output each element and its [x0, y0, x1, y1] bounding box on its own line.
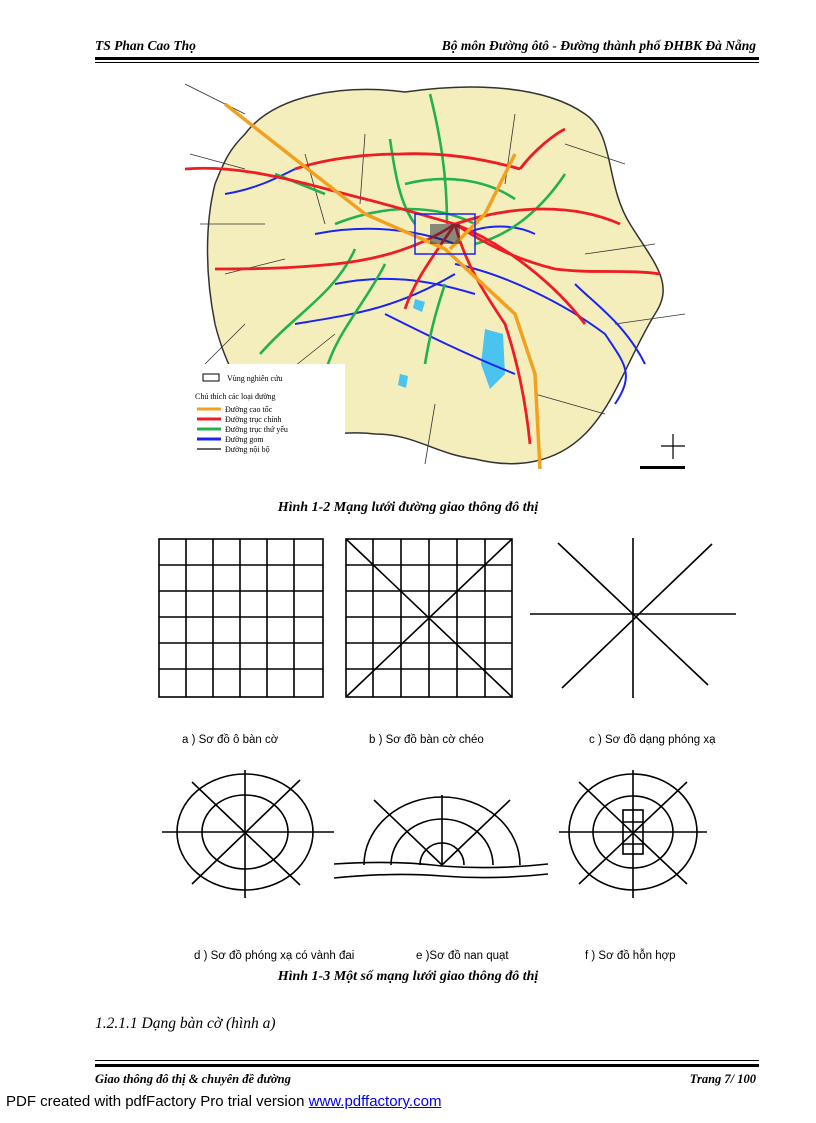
- pdf-note: [6, 1093, 441, 1110]
- legend-item-local: Đường nội bộ: [225, 445, 270, 454]
- diagram-radial-ring: [162, 770, 334, 898]
- footer-rule: [95, 1064, 759, 1067]
- pdffactory-link[interactable]: www.pdffactory.com: [308, 1093, 442, 1110]
- diagram-fan: [334, 780, 550, 895]
- legend-item-major: Đường trục chính: [225, 415, 282, 424]
- diagram-radial: [530, 538, 736, 698]
- header-rule-thin: [95, 62, 759, 63]
- footer-title: Giao thông đô thị & chuyên đề đường: [95, 1072, 291, 1086]
- label-a: a ) Sơ đồ ô bàn cờ: [182, 734, 279, 746]
- label-f: f ) Sơ đồ hỗn hợp: [585, 950, 676, 962]
- label-e: e )Sơ đồ nan quạt: [416, 950, 509, 962]
- header-rule: [95, 57, 759, 60]
- header-department: Bộ môn Đường ôtô - Đường thành phố ĐHBK Đà Nẵng: [441, 38, 756, 53]
- header-author: TS Phan Cao Thọ: [95, 38, 196, 53]
- legend-study-area: Vùng nghiên cứu: [227, 374, 283, 383]
- diagram-grid: [158, 538, 324, 698]
- footer-page-number: Trang 7/ 100: [689, 1072, 756, 1086]
- pdf-note-text: PDF created with pdfFactory Pro trial version: [6, 1093, 309, 1110]
- legend-item-secondary: Đường trục thứ yếu: [225, 425, 288, 434]
- legend-item-collector: Đường gom: [225, 435, 264, 444]
- city-road-map: [185, 74, 690, 479]
- map-legend: [185, 364, 345, 479]
- legend-title: Chú thích các loại đường: [195, 392, 276, 401]
- legend-item-freeway: Đường cao tốc: [225, 405, 273, 414]
- section-heading: 1.2.1.1 Dạng bàn cờ (hình a): [95, 1015, 276, 1032]
- figure-1-2-caption: Hình 1-2 Mạng lưới đường giao thông đô thị: [277, 500, 539, 515]
- footer-rule-thin: [95, 1060, 759, 1061]
- figure-1-3-caption: Hình 1-3 Một số mạng lưới giao thông đô thị: [277, 969, 539, 984]
- diagram-diagonal-grid: [345, 538, 513, 698]
- label-d: d ) Sơ đồ phóng xạ có vành đai: [194, 950, 355, 962]
- diagram-mixed: [559, 770, 707, 898]
- label-b: b ) Sơ đồ bàn cờ chéo: [369, 734, 484, 746]
- label-c: c ) Sơ đồ dạng phóng xạ: [589, 734, 716, 746]
